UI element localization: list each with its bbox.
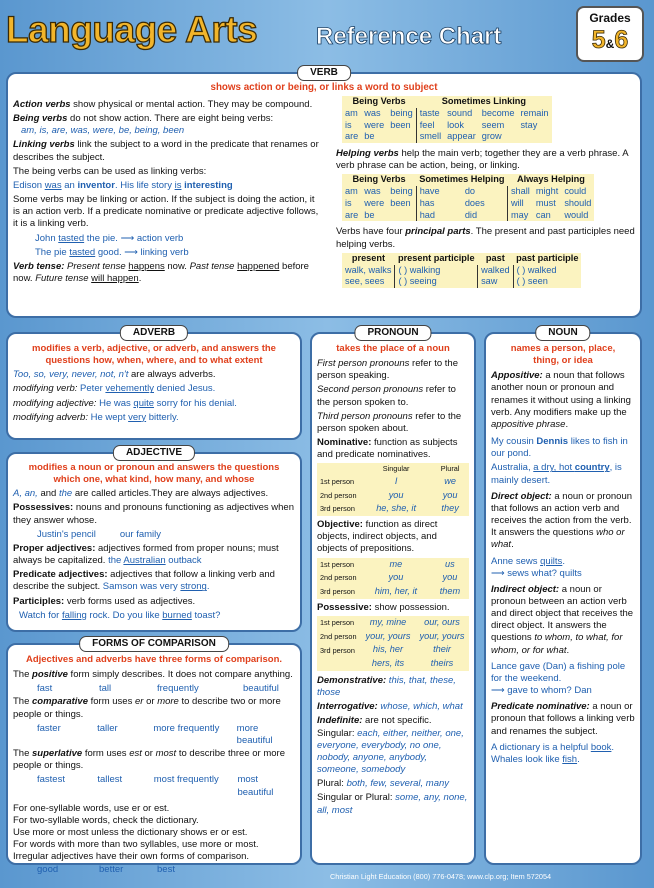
irregular-words: good better best <box>37 863 175 875</box>
nominative-text: Nominative: function as subjects and predicate nominatives. <box>317 437 458 461</box>
table-cell: me <box>389 558 403 569</box>
action-verbs-text: show physical or mental action. They may be compound. <box>70 99 313 110</box>
predicate-nominative-example: A dictionary is a helpful book. Whales look like fish. <box>491 741 615 765</box>
indirect-object-text: Indirect object: a noun or pronoun between an action verb and direct object that receives the direct object. It answers the questions to whom, to what, for whom, or for what. <box>491 583 634 656</box>
page-title: Language Arts <box>6 9 258 50</box>
comparative-words: faster taller more frequently more beautiful <box>37 722 273 746</box>
table-cell <box>517 131 551 143</box>
table-cell: were <box>364 119 385 130</box>
table-cell: might <box>535 186 559 197</box>
table-cell: ( ) walked <box>516 264 557 275</box>
superlative-text: The superlative form uses est or most to describe three or more people or things. <box>13 748 285 772</box>
action-verbs-term: Action verbs <box>13 99 71 110</box>
table-cell: did <box>462 210 508 222</box>
helping-verbs-term: Helping verbs <box>336 148 399 160</box>
nominative-table: Singular Plural 1st person I we 2nd person you you 3rd person he, she, it they <box>317 463 469 516</box>
verb-heading: VERB <box>297 65 351 81</box>
grade-5: 5 <box>591 26 606 55</box>
table-cell: is <box>345 197 352 208</box>
objective-text: Objective: function as direct objects, indirect objects, and objects of prepositions. <box>317 519 438 555</box>
table-cell: been <box>387 120 416 132</box>
table-cell: could <box>564 186 587 197</box>
grades-label: Grades <box>589 11 631 25</box>
table-cell: 1st person <box>320 559 355 569</box>
table-cell: 3rd person <box>320 587 355 597</box>
table-cell: may <box>510 209 529 220</box>
table-cell: saw <box>478 276 514 288</box>
table-cell: shall <box>510 186 530 197</box>
table-row <box>317 585 469 599</box>
verb-left-column <box>13 99 323 287</box>
edison-example: Edison was an inventor. His life story is interesting <box>13 179 233 191</box>
table-cell: you <box>388 489 404 500</box>
modifying-verb: modifying verb: Peter vehemently denied Jesus. <box>13 383 216 395</box>
rule-4: For words with more than two syllables, use more or most. <box>13 839 259 851</box>
appositive-text: Appositive: a noun that follows another noun or pronoun and renames it without using a linking verb. Any modifiers make up the appositive phrase. <box>491 370 631 430</box>
table-cell: 2nd person <box>320 631 357 641</box>
grades-badge <box>576 6 644 62</box>
pie-example: The pie tasted good. ⟶ linking verb <box>35 246 189 258</box>
table-cell: he, she, it <box>376 503 417 514</box>
first-person-text: First person pronouns refer to the person speaking. <box>317 358 459 382</box>
table-cell: them <box>439 586 461 597</box>
table-row <box>317 558 469 572</box>
linking-note: The being verbs can be used as linking verbs: <box>13 165 207 177</box>
table-row <box>317 643 469 657</box>
principal-parts-text: Verbs have four principal parts. The present and past participles need helping verbs. <box>336 226 635 250</box>
table-cell: walk, walks <box>342 265 395 277</box>
table-cell: see, sees <box>342 276 395 288</box>
appositive-example-2: Australia, a dry, hot country, is mainly desert. <box>491 462 622 486</box>
table-row <box>317 502 469 516</box>
arrow-right-icon: ⟶ <box>120 232 135 244</box>
possessive-pronoun-text: Possessive: show possession. <box>317 601 450 613</box>
table-cell: remain <box>520 107 549 118</box>
grade-6: 6 <box>614 26 629 55</box>
table-cell: grow <box>481 131 502 142</box>
adjective-panel <box>6 447 302 632</box>
modifying-adjective: modifying adjective: He was quite sorry for his denial. <box>13 397 237 409</box>
footer-credit: Christian Light Education (800) 776-0478; www.clp.org; Item 572054 <box>330 872 552 881</box>
table-cell: us <box>445 558 455 569</box>
table-cell: him, her, it <box>374 586 418 597</box>
being-verbs-term: Being verbs <box>13 113 68 125</box>
table-cell <box>317 657 361 671</box>
noun-tagline: names a person, place, thing, or idea <box>510 343 616 367</box>
indirect-object-example: Lance gave (Dan) a fishing pole for the weekend. ⟶ gave to whom? Dan <box>491 660 626 697</box>
linking-verbs-text: link the subject to a word in the predicate that renames or describes the subject. <box>13 139 319 163</box>
table-cell: seem <box>481 119 505 130</box>
table-cell: are <box>345 131 359 142</box>
table-cell: our, ours <box>424 616 460 627</box>
positive-words: fast tall frequently beautiful <box>37 683 279 695</box>
table-cell: become <box>481 107 515 118</box>
table-cell: does <box>462 198 508 210</box>
grade-amp: & <box>605 37 615 52</box>
indefinite-text: Indefinite: are not specific. Singular: each, either, neither, one, everyone, everybody, no one, nobody, anyone, anybody, someone, somebody <box>317 715 464 776</box>
table-cell: his, her <box>372 644 404 655</box>
demonstrative-text: Demonstrative: this, that, these, those <box>317 675 456 699</box>
table-cell: have <box>419 186 440 197</box>
arrow-right-icon: ⟶ <box>491 685 505 697</box>
objective-table <box>317 558 469 599</box>
table-cell: being <box>387 186 416 198</box>
noun-panel <box>484 327 642 865</box>
possessives-text: Possessives: nouns and pronouns functioning as adjectives when they answer whose. <box>13 502 294 526</box>
table-cell: do <box>462 186 508 198</box>
table-row <box>317 475 469 489</box>
table-cell: would <box>564 209 589 220</box>
possessive-table <box>317 616 469 671</box>
table-cell: should <box>564 197 592 208</box>
table-cell: was <box>364 186 381 197</box>
table-cell: their <box>433 644 451 655</box>
table-row <box>317 616 469 630</box>
arrow-right-icon: ⟶ <box>124 246 138 258</box>
table-cell: 3rd person <box>320 645 355 655</box>
table-cell: was <box>364 107 381 118</box>
table-cell: hers, its <box>371 658 405 669</box>
table-cell: been <box>387 198 416 210</box>
table-cell: smell <box>419 131 442 142</box>
adverb-tagline: modifies a verb, adjective, or adverb, and answers the questions how, when, where, and to what extent <box>32 343 276 367</box>
pronoun-heading: PRONOUN <box>354 325 431 341</box>
table-cell: 2nd person <box>320 490 357 500</box>
table-cell: ( ) seeing <box>395 276 478 288</box>
table-cell: feel <box>419 119 435 130</box>
direct-object-text: Direct object: a noun or pronoun that follows an action verb and receives the action from the verb. It answers the questions who or what. <box>491 490 633 551</box>
table-cell <box>387 210 416 222</box>
table-cell: 2nd person <box>320 573 357 583</box>
predicate-adjectives-text: Predicate adjectives: adjectives that follow a linking verb and describe the subject. Samson was very strong. <box>13 569 275 593</box>
table-cell: will <box>510 197 524 208</box>
table-cell: had <box>419 209 436 220</box>
table-cell: you <box>442 489 458 500</box>
table-cell: were <box>364 197 385 208</box>
verb-panel <box>6 67 642 318</box>
table-cell: my, mine <box>369 616 407 627</box>
pronoun-tagline: takes the place of a noun <box>336 343 450 354</box>
table-row <box>317 630 469 644</box>
rule-2: For two-syllable words, check the dictionary. <box>13 814 199 826</box>
adverb-heading: ADVERB <box>120 325 188 341</box>
table-cell: I <box>394 475 398 486</box>
interrogative-text: Interrogative: whose, which, what <box>317 701 463 713</box>
being-linking-table: Being Verbs Sometimes Linking am was being taste sound become remain is were been feel look seem stay are be smell appear grow <box>342 96 552 143</box>
pronoun-panel <box>310 327 476 865</box>
table-cell: walked <box>478 265 514 277</box>
proper-adjectives-text: Proper adjectives: adjectives formed from proper nouns; must always be capitalized. the Australian outback <box>13 542 279 567</box>
modifying-adverb: modifying adverb: He wept very bitterly. <box>13 411 179 423</box>
possessive-examples: Justin's pencil our family <box>37 528 162 540</box>
singular-or-plural: Singular or Plural: some, any, none, all, most <box>317 792 468 816</box>
helping-verbs-table: Being Verbs Sometimes Helping Always Helping am was being have do shall might could is were been has does will must should are be had did may can would <box>342 174 594 221</box>
predicate-nominative-text: Predicate nominative: a noun or pronoun that follows a linking verb and renames the subject. <box>491 701 635 737</box>
being-verbs-list: am, is, are, was, were, be, being, been <box>21 125 185 137</box>
table-cell: sound <box>447 107 473 118</box>
being-verbs-text: do not show action. There are eight being verbs: <box>67 113 274 125</box>
comparative-text: The comparative form uses er or more to describe two or more people or things. <box>13 696 281 720</box>
table-cell: 1st person <box>320 618 355 628</box>
helping-verbs-text: help the main verb; together they are a verb phrase. A verb phrase can be action, being, or linking. <box>336 148 629 172</box>
table-cell: be <box>364 131 375 142</box>
rule-3: Use more or most unless the dictionary shows er or est. <box>13 827 248 839</box>
john-example: John tasted the pie. ⟶ action verb <box>35 232 184 244</box>
table-cell: ( ) walking <box>395 265 478 277</box>
direct-object-example: Anne sews quilts. ⟶ sews what? quilts <box>491 555 582 579</box>
adverb-panel <box>6 327 302 440</box>
table-cell: taste <box>419 107 440 118</box>
table-cell: ( ) seen <box>516 276 548 287</box>
table-row <box>317 571 469 585</box>
table-cell: 1st person <box>320 476 355 486</box>
table-cell: we <box>444 475 456 486</box>
rule-1: For one-syllable words, use er or est. <box>13 802 170 814</box>
adjective-tagline: modifies a noun or pronoun and answers the questions which one, what kind, how many, and whose <box>28 462 280 486</box>
table-cell: can <box>535 209 551 220</box>
superlative-words: fastest tallest most frequently most beautiful <box>37 774 274 798</box>
table-cell: be <box>364 209 375 220</box>
table-row <box>317 489 469 503</box>
comparison-tagline: Adjectives and adverbs have three forms of comparison. <box>25 654 283 665</box>
table-cell: appear <box>447 131 476 142</box>
plural-indefinite: Plural: both, few, several, many <box>317 778 450 790</box>
page-subtitle: Reference Chart <box>316 23 502 50</box>
table-cell: your, yours <box>365 630 411 641</box>
table-cell: they <box>441 503 459 514</box>
third-person-text: Third person pronouns refer to the person spoken about. <box>317 410 462 434</box>
table-cell: are <box>345 209 359 220</box>
table-cell: you <box>388 572 404 583</box>
comparison-panel <box>6 638 302 875</box>
table-cell: has <box>419 197 435 208</box>
table-cell: am <box>345 107 358 118</box>
table-cell: is <box>345 119 352 130</box>
noun-heading: NOUN <box>535 325 590 341</box>
rule-5: Irregular adjectives have their own forms of comparison. <box>13 851 250 863</box>
table-cell: your, yours <box>419 630 465 641</box>
arrow-right-icon: ⟶ <box>491 567 505 579</box>
table-cell: must <box>535 197 556 208</box>
articles-text: A, an, and the are called articles.They are always adjectives. <box>13 488 269 500</box>
verb-right-column <box>336 96 636 288</box>
table-cell: look <box>447 119 464 130</box>
verb-tagline: shows action or being, or links a word to subject <box>210 82 438 93</box>
table-cell: theirs <box>430 658 454 669</box>
linking-or-action-text: Some verbs may be linking or action. If the subject is doing the action, it is an action verb. If a predicate nominative or predicate adjective follows, it is a linking verb. <box>13 194 319 230</box>
verb-tense-text: Verb tense: Present tense happens now. Past tense happened before now. Future tense will happen. <box>13 260 309 285</box>
appositive-example-1: My cousin Dennis likes to fish in our pond. <box>491 436 628 460</box>
participle-examples: Watch for falling rock. Do you like burned toast? <box>19 609 221 621</box>
table-cell: 3rd person <box>320 504 355 514</box>
table-cell: stay <box>520 119 538 130</box>
second-person-text: Second person pronouns refer to the person spoken to. <box>317 384 456 408</box>
table-cell: being <box>387 108 416 120</box>
table-cell: you <box>442 572 458 583</box>
table-row <box>317 657 469 671</box>
linking-verbs-term: Linking verbs <box>13 139 75 151</box>
participles-text: Participles: verb forms used as adjectives. <box>13 595 196 607</box>
always-adverbs: Too, so, very, never, not, n't are always adverbs. <box>13 369 216 381</box>
table-cell: am <box>345 186 358 197</box>
positive-text: The positive form simply describes. It does not compare anything. <box>13 669 293 681</box>
adjective-heading: ADJECTIVE <box>113 445 195 461</box>
principal-parts-table: present present participle past past participle walk, walks ( ) walking walked ( ) walked see, sees ( ) seeing saw ( ) seen <box>342 253 581 288</box>
table-cell <box>387 131 416 143</box>
comparison-heading: FORMS OF COMPARISON <box>79 636 229 652</box>
